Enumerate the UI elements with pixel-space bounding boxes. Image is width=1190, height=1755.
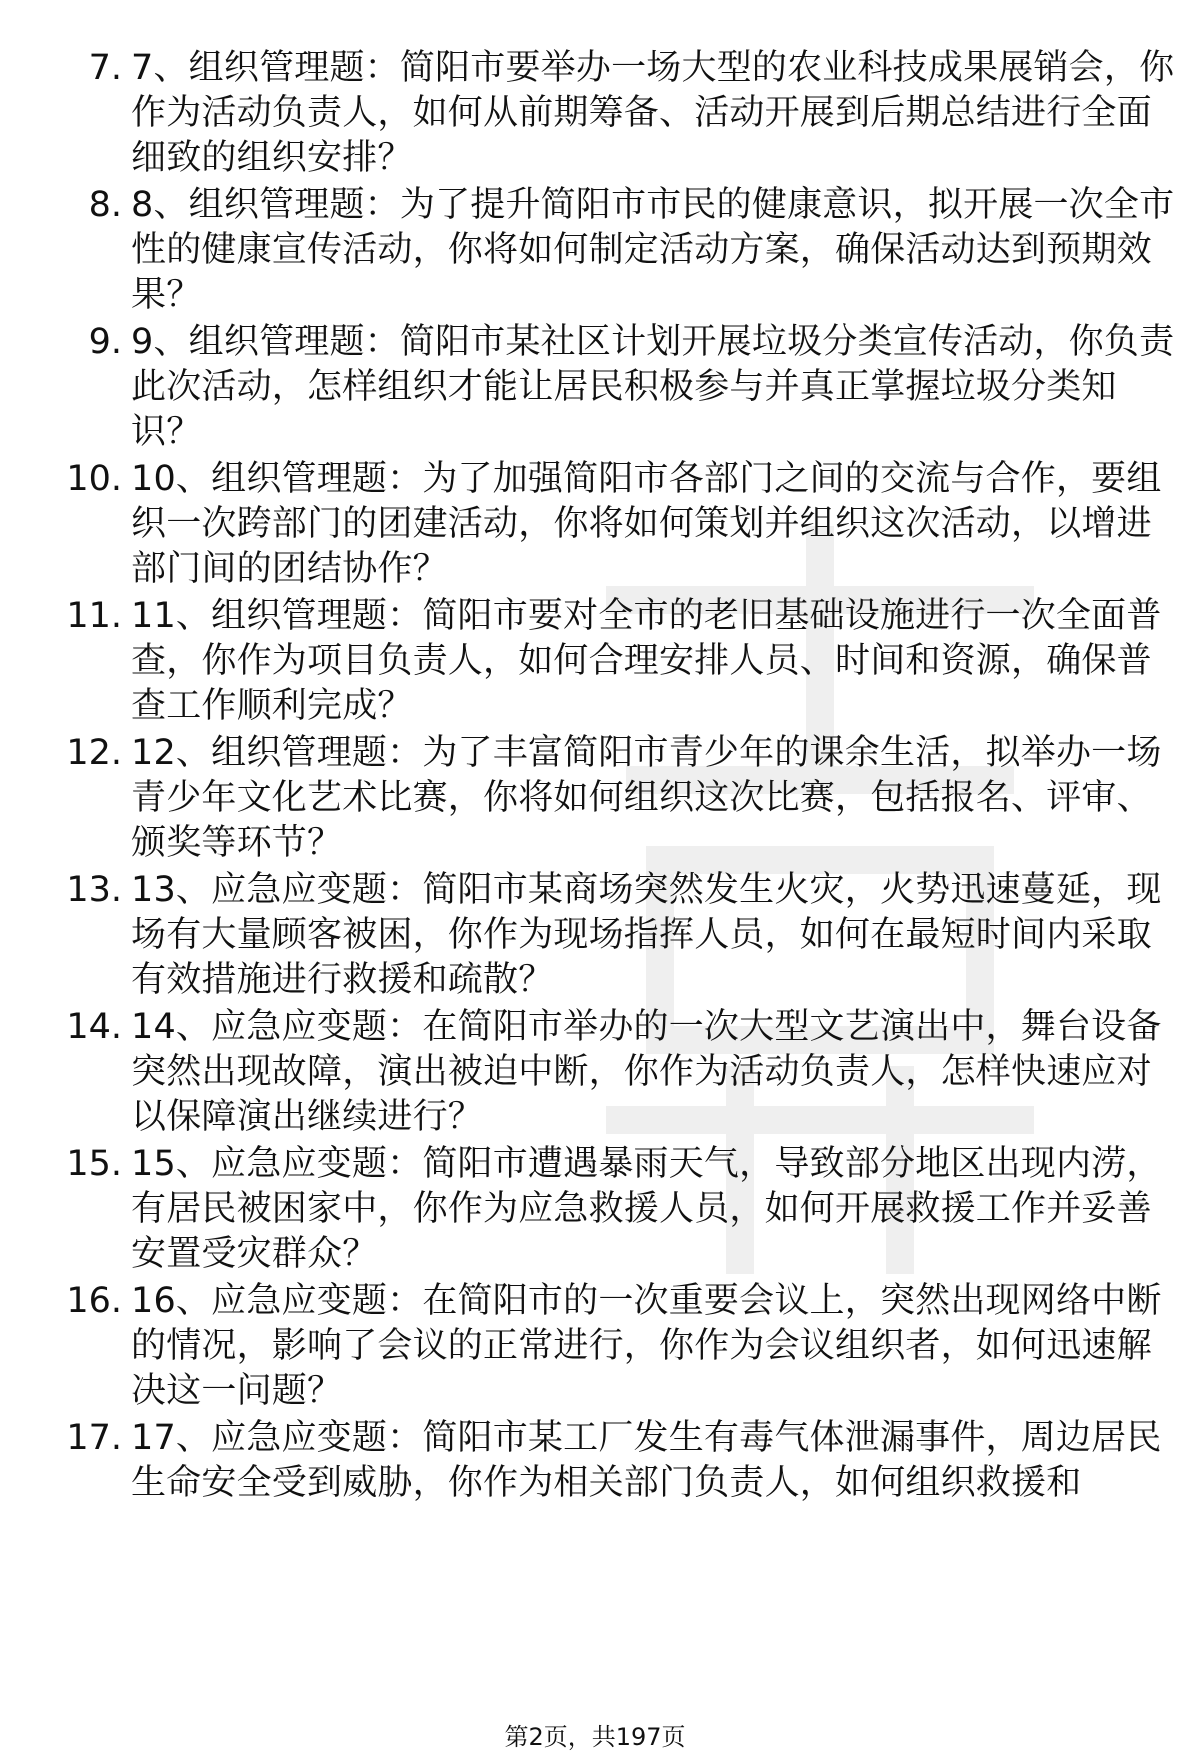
question-number: 11. xyxy=(66,596,122,636)
question-number: 17. xyxy=(66,1418,122,1458)
question-number: 14. xyxy=(66,1007,122,1047)
question-number: 13. xyxy=(66,870,122,910)
question-number: 9. xyxy=(88,322,122,362)
question-text: 8、组织管理题：为了提升简阳市市民的健康意识，拟开展一次全市性的健康宣传活动，你将如何制定活动方案，确保活动达到预期效果？ xyxy=(131,185,1175,315)
question-text: 9、组织管理题：简阳市某社区计划开展垃圾分类宣传活动，你负责此次活动，怎样组织才能让居民积极参与并真正掌握垃圾分类知识？ xyxy=(131,322,1175,452)
question-text: 13、应急应变题：简阳市某商场突然发生火灾，火势迅速蔓延，现场有大量顾客被困，你作为现场指挥人员，如何在最短时间内采取有效措施进行救援和疏散？ xyxy=(131,870,1162,1000)
question-text: 17、应急应变题：简阳市某工厂发生有毒气体泄漏事件，周边居民生命安全受到威胁，你作为相关部门负责人，如何组织救援和 xyxy=(131,1418,1162,1503)
question-number: 16. xyxy=(66,1281,122,1321)
question-number: 12. xyxy=(66,733,122,773)
question-text: 11、组织管理题：简阳市要对全市的老旧基础设施进行一次全面普查，你作为项目负责人，如何合理安排人员、时间和资源，确保普查工作顺利完成？ xyxy=(131,596,1162,726)
page-footer: 第2页，共197页 xyxy=(504,1723,686,1751)
question-text: 14、应急应变题：在简阳市举办的一次大型文艺演出中，舞台设备突然出现故障，演出被迫中断，你作为活动负责人，怎样快速应对以保障演出继续进行？ xyxy=(131,1007,1162,1137)
question-text: 15、应急应变题：简阳市遭遇暴雨天气，导致部分地区出现内涝，有居民被困家中，你作为应急救援人员，如何开展救援工作并妥善安置受灾群众？ xyxy=(131,1144,1162,1274)
question-text: 10、组织管理题：为了加强简阳市各部门之间的交流与合作，要组织一次跨部门的团建活动，你将如何策划并组织这次活动，以增进部门间的团结协作？ xyxy=(131,459,1162,589)
question-text: 7、组织管理题：简阳市要举办一场大型的农业科技成果展销会，你作为活动负责人，如何从前期筹备、活动开展到后期总结进行全面细致的组织安排？ xyxy=(131,48,1175,178)
question-number: 15. xyxy=(66,1144,122,1184)
question-number: 7. xyxy=(88,48,122,88)
question-number: 10. xyxy=(66,459,122,499)
question-text: 12、组织管理题：为了丰富简阳市青少年的课余生活，拟举办一场青少年文化艺术比赛，你将如何组织这次比赛，包括报名、评审、颁奖等环节？ xyxy=(131,733,1162,863)
question-number: 8. xyxy=(88,185,122,225)
question-text: 16、应急应变题：在简阳市的一次重要会议上，突然出现网络中断的情况，影响了会议的正常进行，你作为会议组织者，如何迅速解决这一问题？ xyxy=(131,1281,1162,1411)
